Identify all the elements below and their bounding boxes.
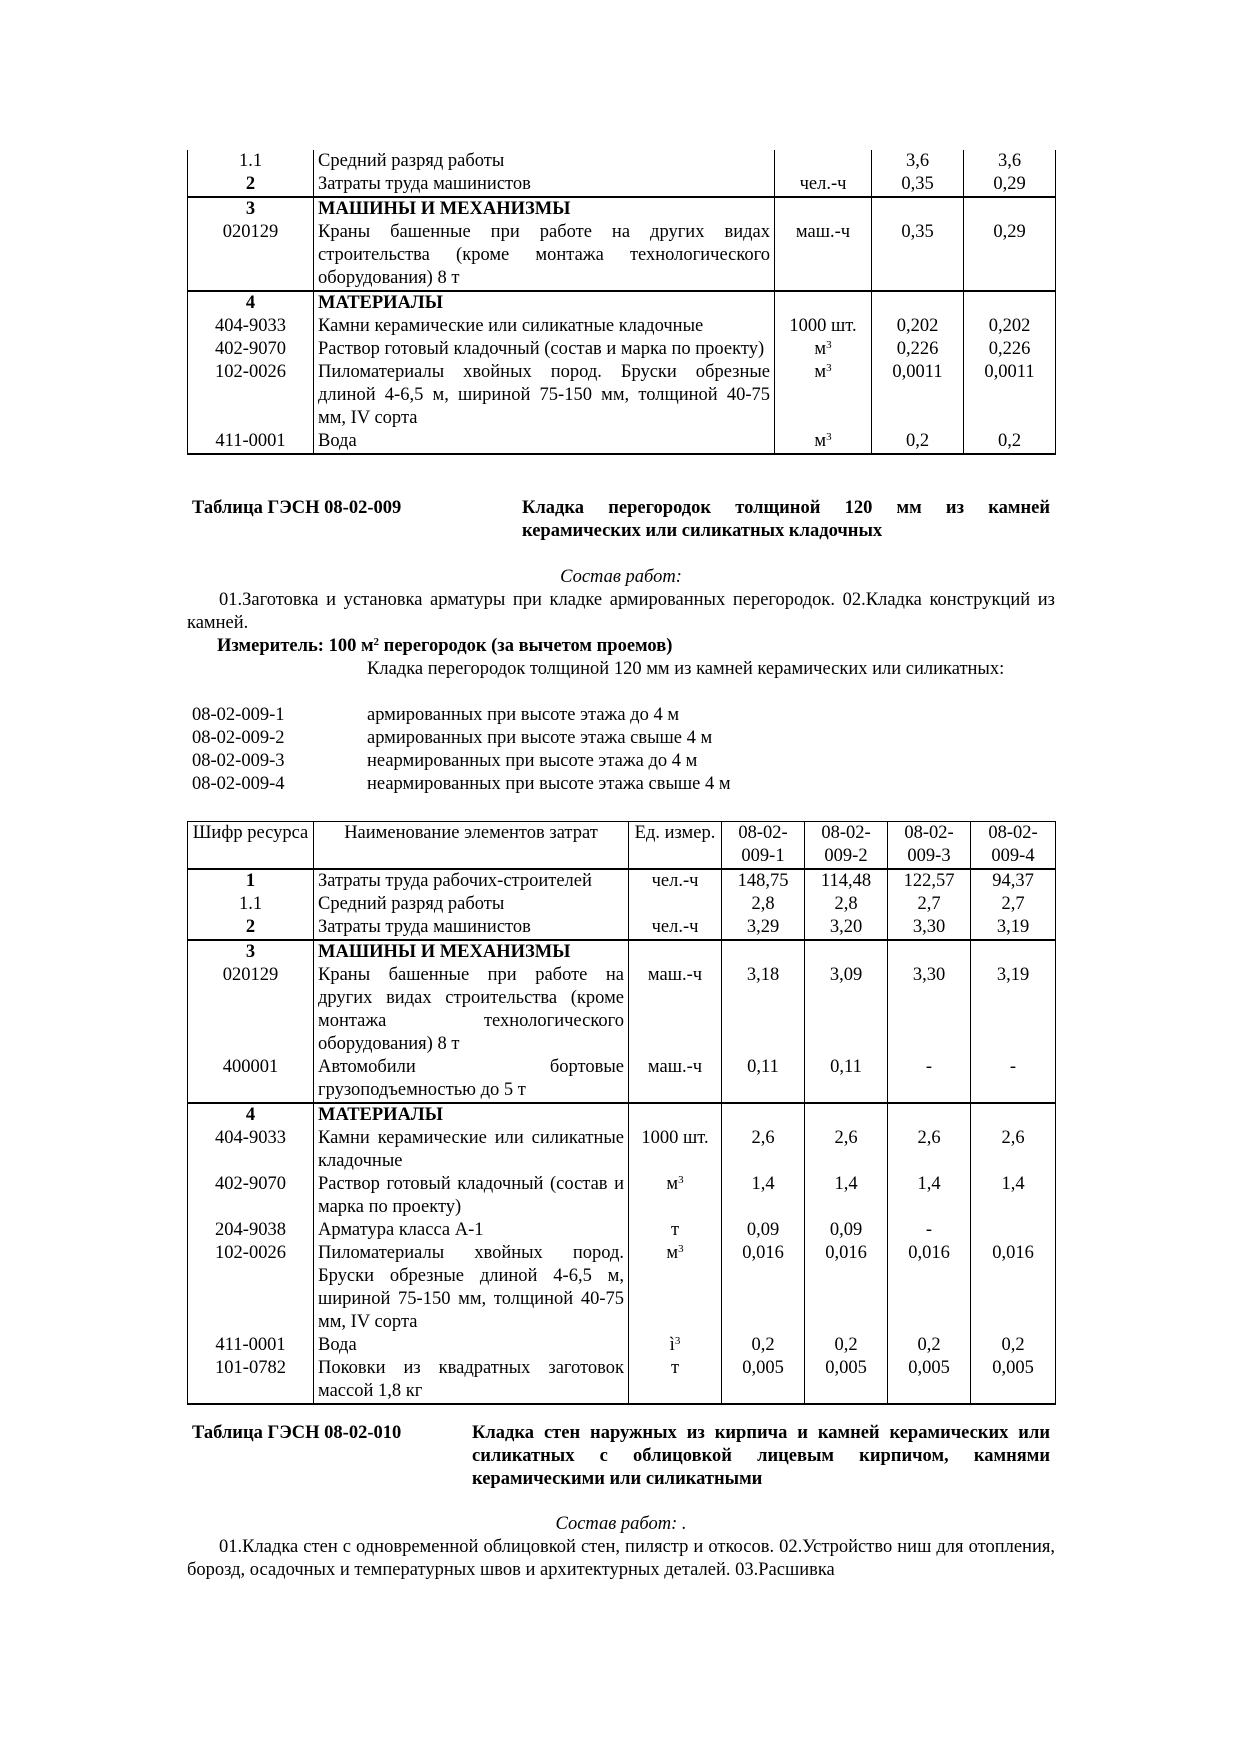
resource-code: 402-9070: [188, 338, 314, 361]
resource-name: Средний разряд работы: [314, 893, 629, 916]
column-header-unit: Ед. измер.: [629, 822, 722, 870]
resource-value: 0,016: [805, 1242, 888, 1334]
resource-value: 2,6: [722, 1127, 805, 1173]
resource-name: Краны башенные при работе на других видах строительства (кроме монтажа технологического оборудования) 8 т: [314, 221, 775, 291]
list-item: [192, 750, 1055, 773]
resource-value: -: [971, 1056, 1056, 1103]
column-header-norm-2: 08-02-009-2: [805, 822, 888, 870]
resource-code: 102-0026: [188, 361, 314, 430]
table-row: [188, 1173, 1056, 1219]
resource-unit: т: [629, 1357, 722, 1404]
work-intro: Кладка перегородок толщиной 120 мм из камней керамических или силикатных:: [367, 659, 1005, 679]
resource-name: Вода: [314, 430, 775, 454]
section-title: МАШИНЫ И МЕХАНИЗМЫ: [314, 197, 775, 221]
resource-name: Затраты труда машинистов: [314, 916, 629, 940]
table-title: Кладка стен наружных из кирпича и камней керамических или силикатных с облицовкой лицевым кирпичом, камнями керамическими или силикатными: [472, 1423, 1050, 1489]
resource-code: 020129: [188, 964, 314, 1056]
table-title: Кладка перегородок толщиной 120 мм из камней керамических или силикатных кладочных: [522, 498, 1050, 541]
table-row: [188, 964, 1056, 1056]
resource-value: 2,7: [971, 893, 1056, 916]
resource-value: 0,2: [888, 1334, 971, 1357]
table-row: [188, 1103, 1056, 1127]
resource-value: 1,4: [888, 1173, 971, 1219]
table-row: [188, 430, 1056, 454]
resource-value: 0,2: [872, 430, 964, 454]
resource-value: 0,35: [872, 221, 964, 291]
table-header-row: [188, 822, 1056, 870]
resource-unit: т: [629, 1219, 722, 1242]
resource-value: 0,226: [872, 338, 964, 361]
resource-value: 114,48: [805, 869, 888, 893]
composition-text: 01.Заготовка и установка арматуры при кладке армированных перегородок. 02.Кладка конструкций из камней.: [187, 590, 1055, 633]
norm-text: неармированных при высоте этажа свыше 4 м: [367, 774, 731, 794]
norm-code: 08-02-009-1: [192, 705, 285, 725]
norm-text: неармированных при высоте этажа до 4 м: [367, 751, 698, 771]
table-row: [188, 940, 1056, 964]
table-row: [188, 1056, 1056, 1103]
resource-name: Раствор готовый кладочный (состав и марка по проекту): [314, 1173, 629, 1219]
resource-name: Камни керамические или силикатные кладочные: [314, 315, 775, 338]
resource-value: 3,18: [722, 964, 805, 1056]
composition-label: Состав работ:: [560, 567, 682, 587]
resource-unit: маш.-ч: [775, 221, 872, 291]
resource-value: 0,09: [722, 1219, 805, 1242]
resource-value: 3,09: [805, 964, 888, 1056]
resource-name: Затраты труда рабочих-строителей: [314, 869, 629, 893]
resource-unit: 1000 шт.: [629, 1127, 722, 1173]
resource-value: 0,016: [888, 1242, 971, 1334]
resource-unit: чел.-ч: [775, 173, 872, 197]
resource-value: 122,57: [888, 869, 971, 893]
resource-name: Арматура класса А-1: [314, 1219, 629, 1242]
resource-value: 2,8: [722, 893, 805, 916]
resource-unit: $м^3$: [629, 1242, 722, 1334]
resource-value: 3,20: [805, 916, 888, 940]
section-title: МАТЕРИАЛЫ: [314, 1103, 629, 1127]
resource-value: 94,37: [971, 869, 1056, 893]
resource-code: 2: [188, 173, 314, 197]
list-item: [192, 704, 1055, 727]
table-row: [188, 361, 1056, 430]
resource-value: -: [888, 1056, 971, 1103]
resource-value: 1,4: [971, 1173, 1056, 1219]
resource-unit: маш.-ч: [629, 1056, 722, 1103]
resource-value: 0,11: [805, 1056, 888, 1103]
table-code: Таблица ГЭСН 08-02-010: [192, 1423, 402, 1443]
resource-value: 0,005: [971, 1357, 1056, 1404]
resource-code: 204-9038: [188, 1219, 314, 1242]
resource-unit: $м^3$: [629, 1173, 722, 1219]
resource-code: 1: [188, 869, 314, 893]
column-header-norm-1: 08-02-009-1: [722, 822, 805, 870]
norm-text: армированных при высоте этажа свыше 4 м: [367, 728, 713, 748]
resource-name: Средний разряд работы: [314, 150, 775, 173]
resource-value: 0,005: [888, 1357, 971, 1404]
resource-value: 0,202: [872, 315, 964, 338]
table-row: [188, 338, 1056, 361]
resource-code: 404-9033: [188, 315, 314, 338]
resource-code: 400001: [188, 1056, 314, 1103]
resource-table-continued: [187, 150, 1056, 455]
resource-value: 0,11: [722, 1056, 805, 1103]
resource-value: 3,30: [888, 964, 971, 1056]
resource-unit: чел.-ч: [629, 916, 722, 940]
resource-value: 3,19: [971, 964, 1056, 1056]
resource-name: Автомобили бортовые грузоподъемностью до 5 т: [314, 1056, 629, 1103]
resource-unit: $м^3$: [775, 338, 872, 361]
resource-value: [971, 1219, 1056, 1242]
resource-code: 411-0001: [188, 430, 314, 454]
resource-value: 2,7: [888, 893, 971, 916]
table-heading: [192, 497, 1050, 547]
table-row: [188, 197, 1056, 221]
norm-code: 08-02-009-2: [192, 728, 285, 748]
section-code: 4: [188, 1103, 314, 1127]
resource-name: Пиломатериалы хвойных пород. Бруски обрезные длиной 4-6,5 м, шириной 75-150 мм, толщиной 40-75 мм, IV сорта: [314, 1242, 629, 1334]
resource-unit: 1000 шт.: [775, 315, 872, 338]
table-heading: [192, 1422, 1050, 1494]
norm-text: армированных при высоте этажа до 4 м: [367, 705, 680, 725]
table-row: [188, 1357, 1056, 1404]
resource-value: 0,0011: [872, 361, 964, 430]
resource-name: Пиломатериалы хвойных пород. Бруски обрезные длиной 4-6,5 м, шириной 75-150 мм, толщиной 40-75 мм, IV сорта: [314, 361, 775, 430]
resource-value: 3,30: [888, 916, 971, 940]
table-row: [188, 916, 1056, 940]
table-row: [188, 1127, 1056, 1173]
resource-code: 411-0001: [188, 1334, 314, 1357]
resource-value: 2,6: [888, 1127, 971, 1173]
measurement-unit: Измеритель: 100 $м^2$ перегородок (за вычетом проемов): [217, 636, 673, 656]
table-row: [188, 1242, 1056, 1334]
resource-value: 2,6: [971, 1127, 1056, 1173]
resource-value: 3,6: [964, 150, 1056, 173]
resource-value: 0,29: [964, 221, 1056, 291]
resource-code: 020129: [188, 221, 314, 291]
column-header-name: Наименование элементов затрат: [314, 822, 629, 870]
resource-unit: $ì^3$: [629, 1334, 722, 1357]
resource-name: Вода: [314, 1334, 629, 1357]
norm-code: 08-02-009-3: [192, 751, 285, 771]
resource-unit: чел.-ч: [629, 869, 722, 893]
column-header-code: Шифр ресурса: [188, 822, 314, 870]
resource-unit: $м^3$: [775, 430, 872, 454]
resource-value: 0,2: [964, 430, 1056, 454]
resource-unit: маш.-ч: [629, 964, 722, 1056]
resource-unit: $м^3$: [775, 361, 872, 430]
resource-value: 0,2: [722, 1334, 805, 1357]
resource-code: 402-9070: [188, 1173, 314, 1219]
resource-value: 0,016: [722, 1242, 805, 1334]
resource-name: Камни керамические или силикатные кладочные: [314, 1127, 629, 1173]
resource-code: 404-9033: [188, 1127, 314, 1173]
resource-value: 1,4: [722, 1173, 805, 1219]
section-code: 3: [188, 940, 314, 964]
resource-name: Поковки из квадратных заготовок массой 1,8 кг: [314, 1357, 629, 1404]
norm-code: 08-02-009-4: [192, 774, 285, 794]
section-code: 4: [188, 291, 314, 315]
table-row: [188, 150, 1056, 173]
resource-value: 0,005: [805, 1357, 888, 1404]
resource-code: 1.1: [188, 893, 314, 916]
resource-value: -: [888, 1219, 971, 1242]
resource-value: 3,19: [971, 916, 1056, 940]
resource-code: 102-0026: [188, 1242, 314, 1334]
table-code: Таблица ГЭСН 08-02-009: [192, 498, 402, 518]
section-title: МАТЕРИАЛЫ: [314, 291, 775, 315]
resource-name: Затраты труда машинистов: [314, 173, 775, 197]
resource-value: 2,8: [805, 893, 888, 916]
column-header-norm-3: 08-02-009-3: [888, 822, 971, 870]
table-row: [188, 893, 1056, 916]
table-row: [188, 1219, 1056, 1242]
resource-value: 0,226: [964, 338, 1056, 361]
resource-code: 1.1: [188, 150, 314, 173]
resource-value: 0,2: [805, 1334, 888, 1357]
table-row: [188, 1334, 1056, 1357]
table-row: [188, 173, 1056, 197]
resource-value: 3,6: [872, 150, 964, 173]
resource-value: 0,29: [964, 173, 1056, 197]
table-row: [188, 869, 1056, 893]
resource-value: 148,75: [722, 869, 805, 893]
column-header-norm-4: 08-02-009-4: [971, 822, 1056, 870]
resource-value: 1,4: [805, 1173, 888, 1219]
resource-value: 0,35: [872, 173, 964, 197]
resource-table: [187, 821, 1056, 1405]
resource-unit: [775, 150, 872, 173]
resource-unit: [629, 893, 722, 916]
composition-label: Состав работ: .: [555, 1514, 687, 1534]
resource-name: Раствор готовый кладочный (состав и марка по проекту): [314, 338, 775, 361]
composition-text: 01.Кладка стен с одновременной облицовкой стен, пилястр и откосов. 02.Устройство ниш для отопления, борозд, осадочных и температурных швов и архитектурных деталей. 03.Расшивка: [187, 1537, 1055, 1580]
resource-value: 0,2: [971, 1334, 1056, 1357]
resource-value: 3,29: [722, 916, 805, 940]
resource-value: 0,202: [964, 315, 1056, 338]
table-row: [188, 221, 1056, 291]
section-code: 3: [188, 197, 314, 221]
resource-value: 0,005: [722, 1357, 805, 1404]
resource-name: Краны башенные при работе на других видах строительства (кроме монтажа технологического оборудования) 8 т: [314, 964, 629, 1056]
list-item: [192, 773, 1055, 796]
list-item: [192, 727, 1055, 750]
table-row: [188, 315, 1056, 338]
resource-code: 101-0782: [188, 1357, 314, 1404]
table-row: [188, 291, 1056, 315]
resource-value: 0,09: [805, 1219, 888, 1242]
resource-value: 0,016: [971, 1242, 1056, 1334]
resource-code: 2: [188, 916, 314, 940]
resource-value: 0,0011: [964, 361, 1056, 430]
resource-value: 2,6: [805, 1127, 888, 1173]
section-title: МАШИНЫ И МЕХАНИЗМЫ: [314, 940, 629, 964]
